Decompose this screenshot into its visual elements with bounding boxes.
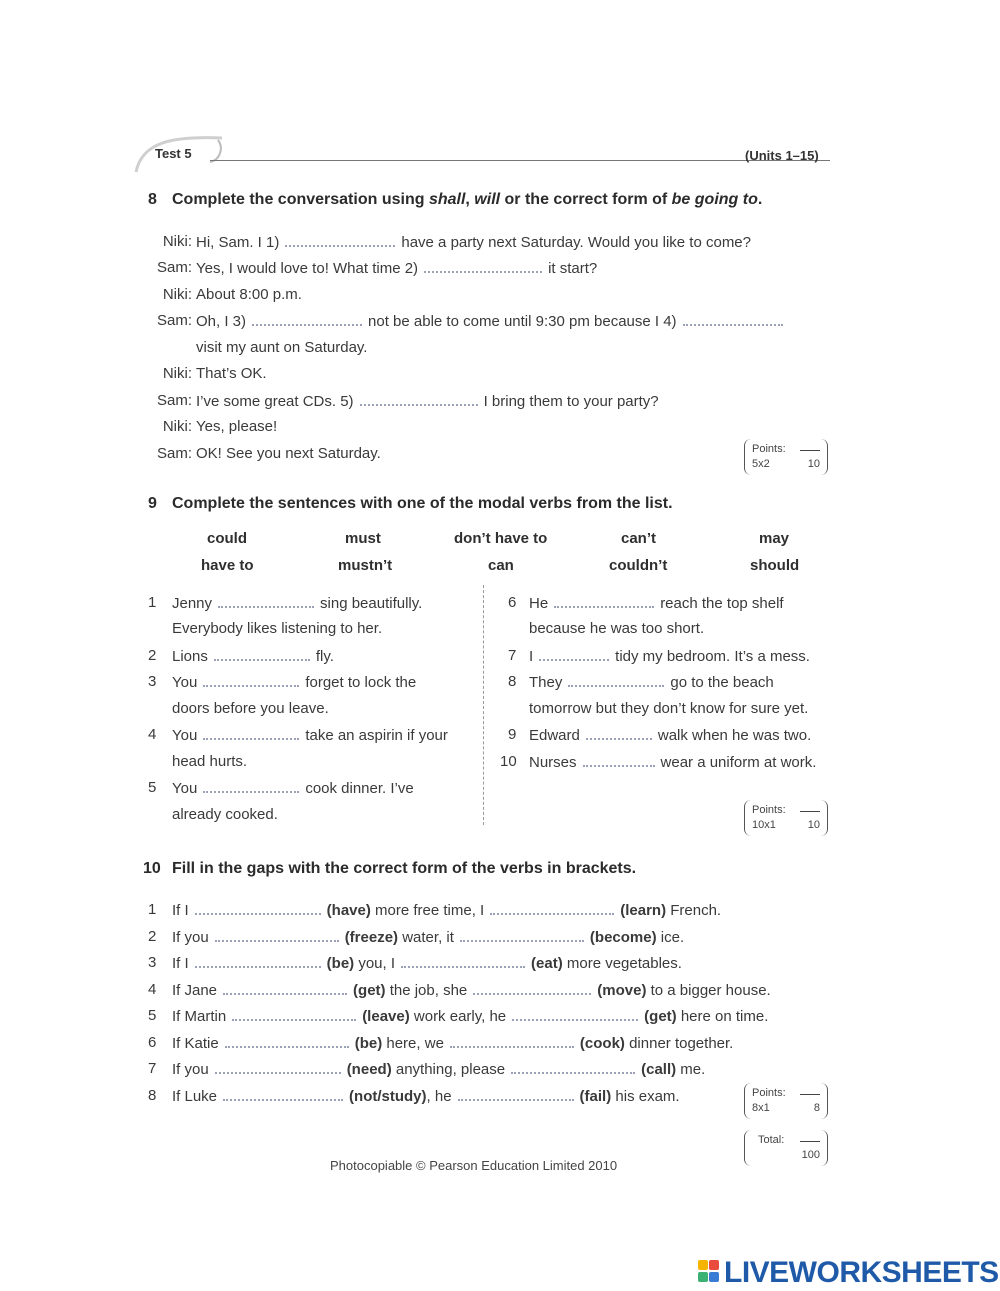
points-label: Points: [752,804,786,816]
points-calc: 10x1 [752,819,776,831]
question-number: 6 [148,1034,157,1051]
section10-heading [143,860,636,878]
bracket-right [821,800,828,836]
speaker: Sam: [156,259,192,276]
section8-number: 8 [148,191,157,208]
answer-blank[interactable] [203,779,299,793]
line-text: the job, she [389,982,468,999]
line-text: work early, he [413,1008,507,1025]
fraction-rule [800,811,820,812]
answer-blank[interactable] [223,1087,343,1101]
question-number: 2 [148,928,157,945]
line-text: You [172,674,198,691]
verb-prompt: (become) [589,929,657,946]
line-text: If I [172,902,189,919]
header-rule [210,160,830,161]
verb-prompt: (not/study) [349,1088,427,1105]
line-text: Lions [172,648,208,665]
answer-blank[interactable] [568,673,664,687]
bracket-right [821,1130,828,1166]
line-text: OK! See you next Saturday. [196,445,381,462]
points-max: 8 [813,1102,820,1114]
answer-blank[interactable] [458,1087,574,1101]
question-number: 1 [148,594,157,611]
line-body [196,392,659,410]
line-text: ice. [660,929,685,946]
question-number: 5 [148,779,157,796]
heading-mid: or the correct form of [500,191,672,208]
answer-blank[interactable] [554,594,654,608]
answer-blank[interactable] [214,647,310,661]
total-box [744,1130,828,1170]
bracket-right [821,439,828,475]
section8-heading [148,191,762,209]
question-number: 4 [148,981,157,998]
line-text: you, I [358,955,396,972]
question-number: 10 [500,753,517,770]
word-option: don’t have to [454,530,548,547]
question-number: 7 [508,647,517,664]
line-text: If I [172,955,189,972]
line-text: not be able to come until 9:30 pm because I 4) [368,313,677,330]
section9-heading-text: Complete the sentences with one of the modal verbs from the list. [172,495,673,512]
line-text: Edward [529,727,580,744]
units-label: (Units 1–15) [745,148,819,163]
answer-blank[interactable] [424,259,542,273]
speaker: Niki: [162,286,192,303]
line-text: I bring them to your party? [483,393,659,410]
question-number: 4 [148,726,157,743]
line-text: Yes, I would love to! What time 2) [196,260,419,277]
line-text: because he was too short. [529,620,705,637]
bracket-left [744,1130,751,1166]
keyword-will: will [474,191,501,208]
line-text: About 8:00 p.m. [196,286,302,303]
line-body [529,647,810,665]
line-text: If you [172,1061,209,1078]
line-text: I’ve some great CDs. 5) [196,393,354,410]
answer-blank[interactable] [360,392,478,406]
line-body [172,1034,733,1052]
line-text: Yes, please! [196,418,278,435]
total-max: 100 [801,1149,820,1161]
line-text: anything, please [395,1061,506,1078]
points-max: 10 [807,458,820,470]
line-body [529,673,774,691]
line-text: They [529,674,563,691]
fraction-rule [800,1094,820,1095]
question-number: 3 [148,673,157,690]
question-number: 2 [148,647,157,664]
verb-prompt: (eat) [531,955,563,972]
word-option: could [207,530,247,547]
answer-blank[interactable] [252,312,362,326]
fraction-rule [800,1141,820,1142]
line-text: You [172,727,198,744]
answer-blank[interactable] [512,1007,638,1021]
word-option: have to [201,557,254,574]
line-text: more vegetables. [566,955,682,972]
verb-prompt: (be) [326,955,355,972]
answer-blank[interactable] [223,981,347,995]
word-option: can [488,557,514,574]
answer-blank[interactable] [215,928,339,942]
line-body [529,594,784,612]
answer-blank[interactable] [683,312,783,326]
word-option: must [345,530,381,547]
verb-prompt: (cook) [579,1035,625,1052]
answer-blank[interactable] [490,901,614,915]
line-text: dinner together. [629,1035,734,1052]
section10-number: 10 [143,860,161,877]
points-calc: 5x2 [752,458,770,470]
answer-blank[interactable] [203,726,299,740]
speaker: Sam: [156,392,192,409]
verb-prompt: (fail) [579,1088,612,1105]
line-body [172,981,771,999]
line-body [172,954,682,972]
keyword-be-going-to: be going to [671,191,758,208]
line-text: French. [670,902,722,919]
line-body [172,726,448,744]
question-number: 1 [148,901,157,918]
line-text: Everybody likes listening to her. [172,620,383,637]
line-text: You [172,780,198,797]
line-text: take an aspirin if your [305,727,448,744]
section10-heading-text: Fill in the gaps with the correct form of the verbs in brackets. [172,860,637,877]
answer-blank[interactable] [539,647,609,661]
points-box [744,1083,828,1123]
word-option: mustn’t [338,557,393,574]
answer-blank[interactable] [218,594,314,608]
test-label: Test 5 [155,146,192,161]
line-text: here on time. [680,1008,769,1025]
line-text: forget to lock the [305,674,417,691]
points-calc: 8x1 [752,1102,770,1114]
line-text: doors before you leave. [172,700,329,717]
verb-prompt: (be) [354,1035,383,1052]
answer-blank[interactable] [450,1034,574,1048]
points-label: Points: [752,1087,786,1099]
line-body [529,753,816,771]
question-number: 8 [148,1087,157,1104]
verb-prompt: (get) [644,1008,677,1025]
points-box [744,439,828,479]
line-body [172,647,334,665]
heading-sep: , [465,191,475,208]
answer-blank[interactable] [195,901,321,915]
line-body [172,1007,768,1025]
answer-blank[interactable] [285,233,395,247]
verb-prompt: (freeze) [344,929,399,946]
points-max: 10 [807,819,820,831]
line-body [172,779,414,797]
line-body [196,233,751,251]
line-text: reach the top shelf [660,595,784,612]
question-number: 8 [508,673,517,690]
question-number: 5 [148,1007,157,1024]
line-text: here, we [386,1035,444,1052]
line-text: Nurses [529,754,577,771]
answer-blank[interactable] [511,1060,635,1074]
column-divider [483,585,484,825]
line-text: If Martin [172,1008,227,1025]
line-text: If Katie [172,1035,219,1052]
line-body [196,259,597,277]
line-text: walk when he was two. [657,727,812,744]
line-body [172,901,721,919]
verb-prompt: (move) [597,982,647,999]
question-number: 7 [148,1060,157,1077]
line-text: I [529,648,534,665]
line-text: Hi, Sam. I 1) [196,234,280,251]
line-text: have a party next Saturday. Would you like to come? [401,234,751,251]
answer-blank[interactable] [401,954,525,968]
line-text: If Luke [172,1088,218,1105]
answer-blank[interactable] [225,1034,349,1048]
points-box [744,800,828,840]
section9-number: 9 [148,495,157,512]
section9-heading [148,495,673,513]
word-option: may [759,530,790,547]
speaker: Niki: [162,418,192,435]
line-text: If you [172,929,209,946]
line-text: go to the beach [670,674,774,691]
line-text: He [529,595,549,612]
verb-prompt: (learn) [620,902,667,919]
heading-end: . [757,191,763,208]
answer-blank[interactable] [195,954,321,968]
line-text: sing beautifully. [320,595,423,612]
fraction-rule [800,450,820,451]
line-text: water, it [402,929,454,946]
line-text: already cooked. [172,806,278,823]
line-text: visit my aunt on Saturday. [196,339,368,356]
line-text: more free time, I [375,902,485,919]
question-number: 6 [508,594,517,611]
bracket-left [744,800,751,836]
section8-heading-text: Complete the conversation using [172,191,429,208]
question-number: 3 [148,954,157,971]
answer-blank[interactable] [473,981,591,995]
speaker: Niki: [162,233,192,250]
line-body [172,928,684,946]
line-text: wear a uniform at work. [660,754,817,771]
keyword-shall: shall [428,191,466,208]
line-text: Oh, I 3) [196,313,247,330]
bracket-right [821,1083,828,1119]
line-body [529,726,811,744]
line-text: Jenny [172,595,213,612]
line-body [172,594,422,612]
liveworksheets-brand[interactable]: LIVEWORKSHEETS [724,1256,999,1289]
answer-blank[interactable] [215,1060,341,1074]
word-option: couldn’t [609,557,668,574]
word-option: should [750,557,800,574]
bracket-left [744,439,751,475]
verb-prompt: (leave) [362,1008,410,1025]
speaker: Sam: [156,445,192,462]
line-body [196,312,789,330]
line-text: That’s OK. [196,365,267,382]
total-label: Total: [758,1134,785,1146]
question-number: 9 [508,726,517,743]
line-body [172,673,416,691]
answer-blank[interactable] [232,1007,356,1021]
line-text: fly. [315,648,334,665]
points-label: Points: [752,443,786,455]
line-text: , he [426,1088,452,1105]
bracket-left [744,1083,751,1119]
line-text: If Jane [172,982,218,999]
answer-blank[interactable] [460,928,584,942]
line-body [172,1060,705,1078]
verb-prompt: (get) [353,982,386,999]
verb-prompt: (call) [641,1061,677,1078]
answer-blank[interactable] [203,673,299,687]
speaker: Niki: [162,365,192,382]
line-text: cook dinner. I’ve [305,780,414,797]
verb-prompt: (have) [326,902,371,919]
line-text: head hurts. [172,753,248,770]
line-body [172,1087,680,1105]
verb-prompt: (need) [346,1061,392,1078]
line-text: me. [680,1061,706,1078]
answer-blank[interactable] [586,726,652,740]
line-text: his exam. [615,1088,680,1105]
word-option: can’t [621,530,657,547]
liveworksheets-logo-icon [698,1260,720,1284]
line-text: it start? [548,260,598,277]
answer-blank[interactable] [583,753,655,767]
line-text: to a bigger house. [650,982,771,999]
line-text: tomorrow but they don’t know for sure yet. [529,700,809,717]
line-text: tidy my bedroom. It’s a mess. [615,648,810,665]
speaker: Sam: [156,312,192,329]
copyright-footer: Photocopiable © Pearson Education Limited 2010 [330,1158,618,1173]
